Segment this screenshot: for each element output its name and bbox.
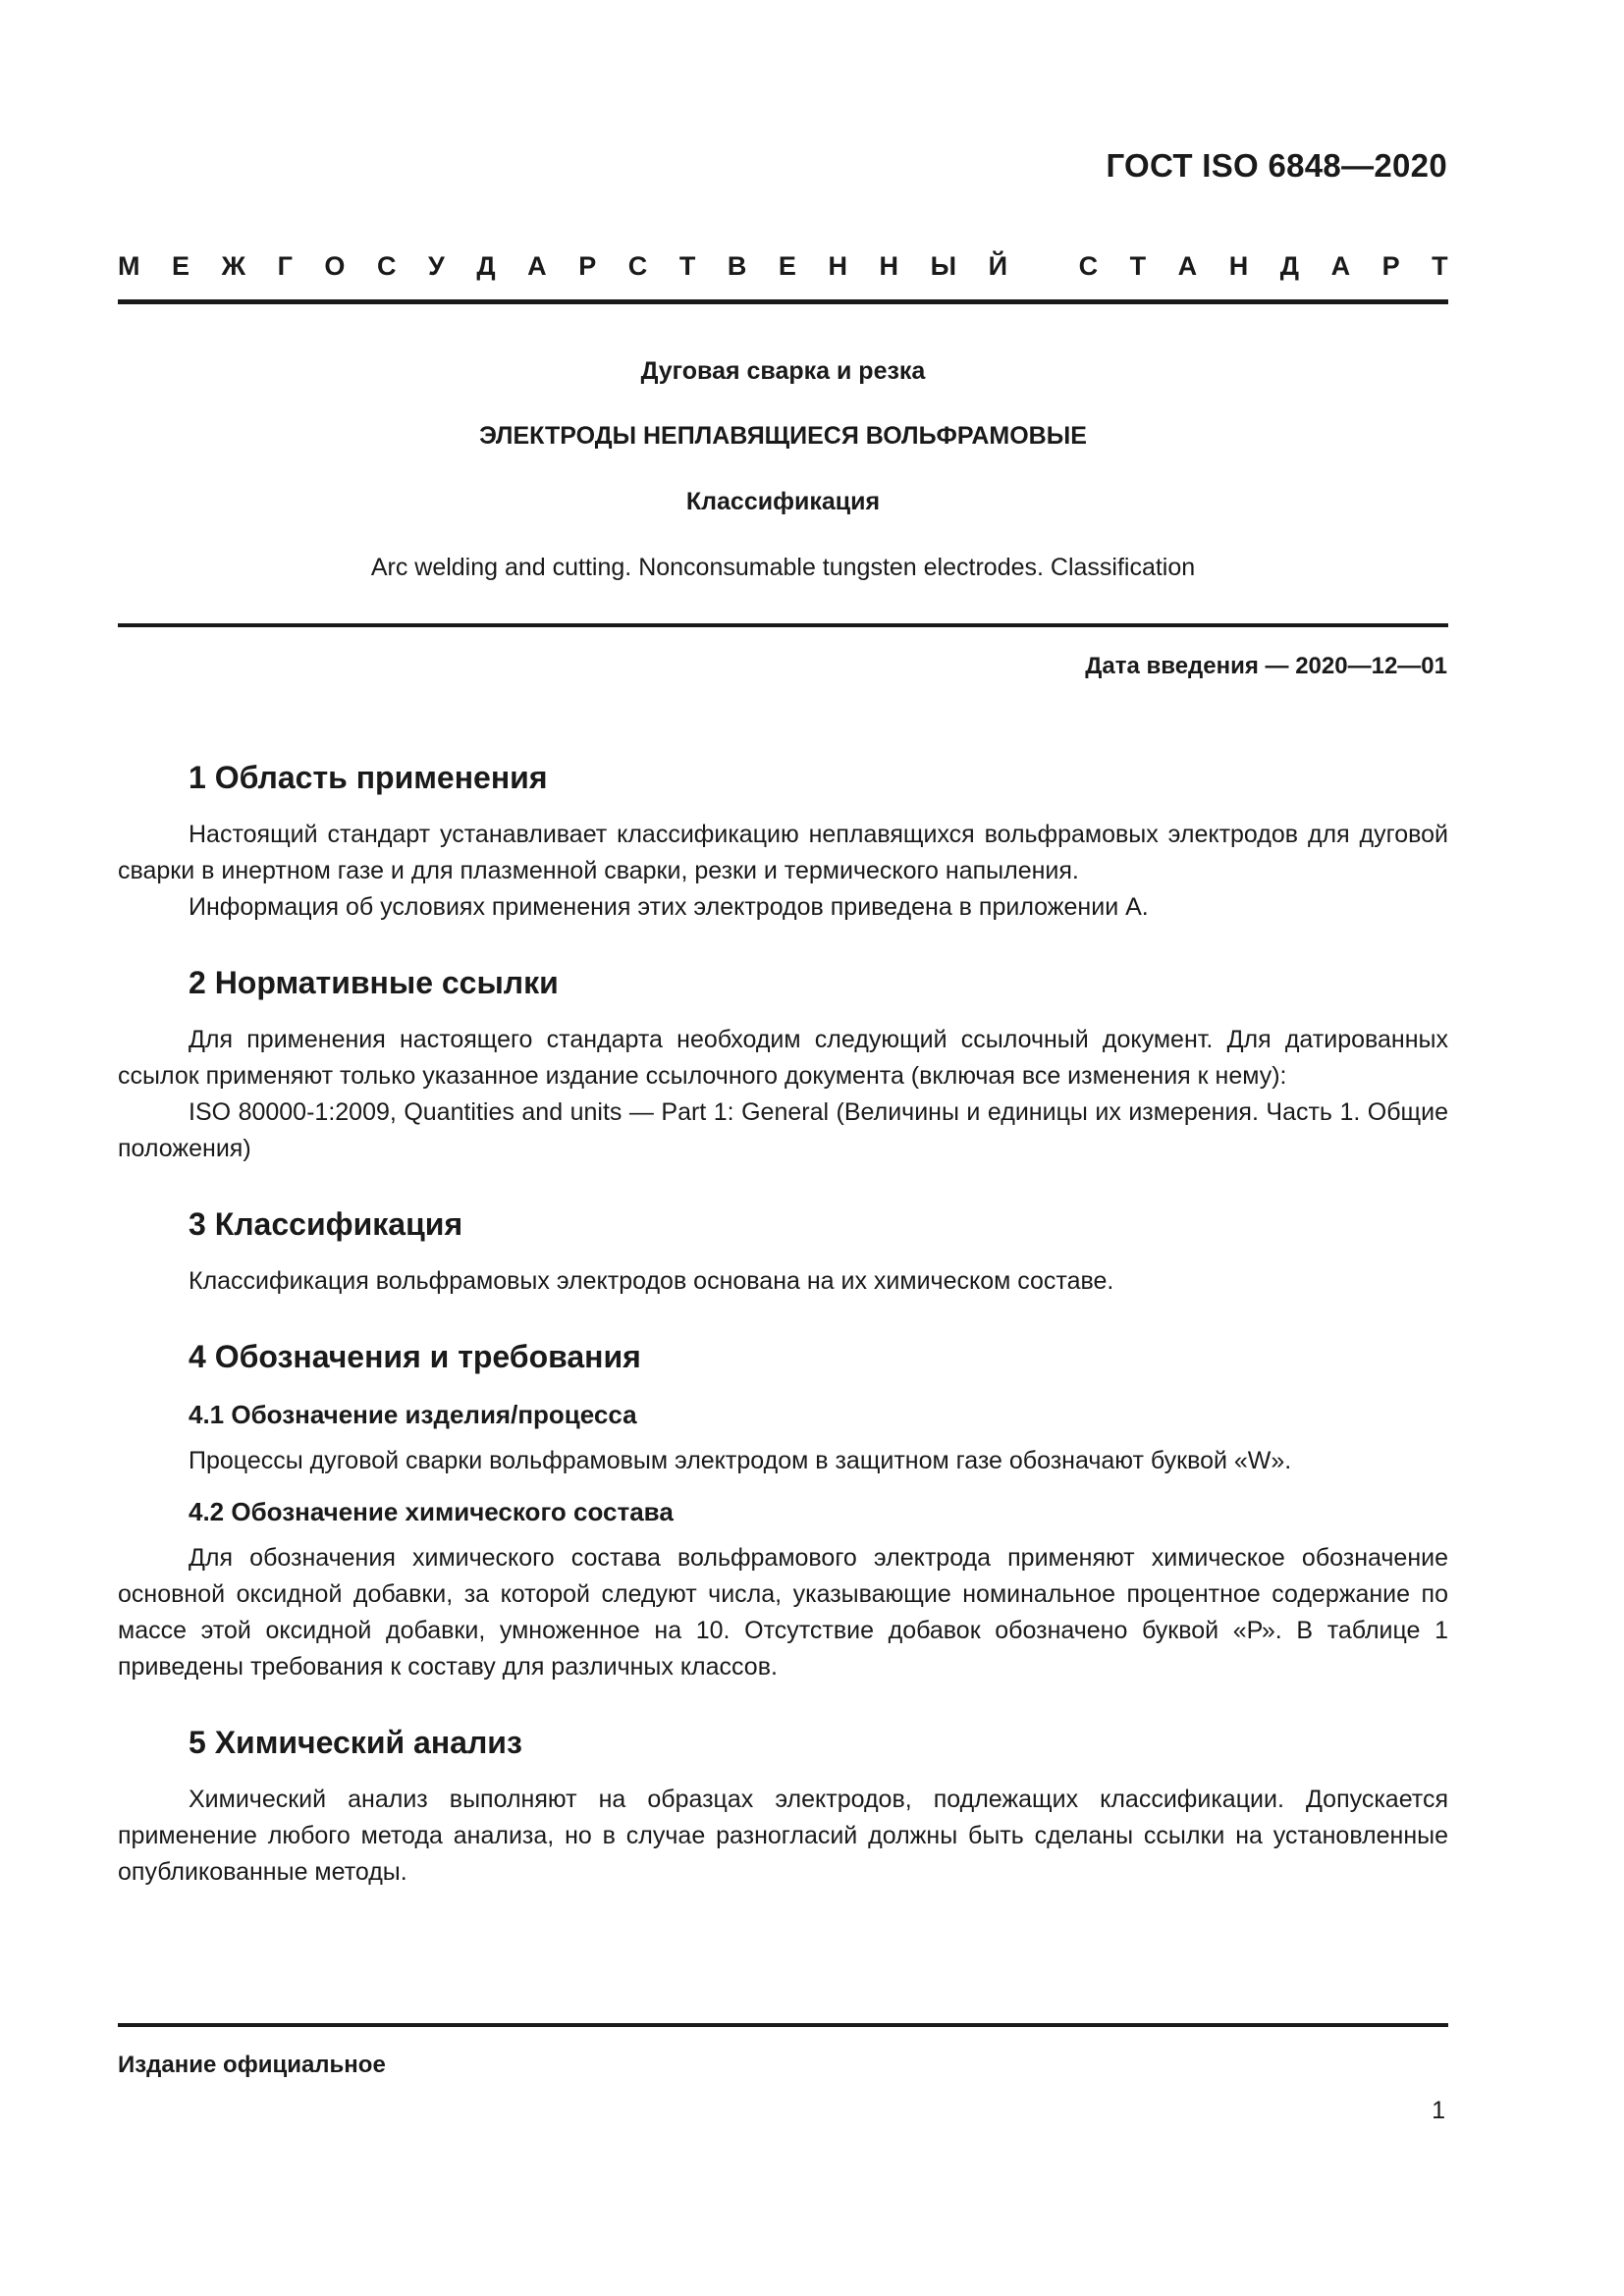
document-body — [118, 756, 1448, 1891]
section-2-title: 2 Нормативные ссылки — [189, 965, 559, 1000]
subject-title: Классификация — [685, 488, 881, 515]
banner-letter: Р — [1381, 251, 1400, 281]
banner-letter: Ы — [930, 251, 957, 281]
page-number: 1 — [1432, 2097, 1445, 2124]
banner-space — [1040, 249, 1048, 283]
section-3-paragraph-1: Классификация вольфрамовых электродов основана на их химическом составе. — [189, 1267, 1114, 1295]
banner-letter: А — [1177, 251, 1198, 281]
banner-letter: Т — [678, 251, 696, 281]
banner-letter: Н — [1228, 251, 1249, 281]
banner-letter: Е — [172, 251, 190, 281]
banner-letter: У — [428, 251, 445, 281]
product-title: ЭЛЕКТРОДЫ НЕПЛАВЯЩИЕСЯ ВОЛЬФРАМОВЫЕ — [479, 422, 1087, 450]
banner-letter: В — [727, 251, 747, 281]
top-divider — [118, 299, 1448, 304]
section-1-paragraph-1: Настоящий стандарт устанавливает классификацию неплавящихся вольфрамовых электродов для дуговой сварки в инертном газе и для плазменной сварки, резки и термического напыления. — [118, 821, 1448, 884]
banner-letter: С — [1078, 251, 1099, 281]
banner-letter: М — [118, 251, 140, 281]
banner-letter: Н — [879, 251, 899, 281]
document-number: ГОСТ ISO 6848—2020 — [1106, 147, 1447, 184]
banner-letter: Н — [828, 251, 847, 281]
section-4-1-paragraph: Процессы дуговой сварки вольфрамовым электродом в защитном газе обозначают буквой «W». — [189, 1447, 1292, 1474]
section-4-title: 4 Обозначения и требования — [189, 1339, 641, 1374]
section-4-1-title: 4.1 Обозначение изделия/процесса — [189, 1400, 637, 1429]
footer-divider — [118, 2023, 1448, 2027]
subject-area-title: Дуговая сварка и резка — [640, 357, 926, 385]
section-2-paragraph-1: Для применения настоящего стандарта необходим следующий ссылочный документ. Для датированных ссылок применяют только указанное издание ссылочного документа (включая все изменения к нему): — [118, 1026, 1448, 1090]
banner-letter: Р — [578, 251, 597, 281]
banner-letter: Ж — [221, 251, 246, 281]
introduction-date: Дата введения — 2020—12—01 — [1085, 653, 1447, 679]
section-5-paragraph-1: Химический анализ выполняют на образцах электродов, подлежащих классификации. Допускается применение любого метода анализа, но в случае разногласий должны быть сделаны ссылки на установленные опубликованные методы. — [118, 1786, 1448, 1886]
banner-letter: Т — [1129, 251, 1147, 281]
banner-letter: Д — [1279, 251, 1300, 281]
section-4-2-paragraph: Для обозначения химического состава вольфрамового электрода применяют химическое обозначение основной оксидной добавки, за которой следуют числа, указывающие номинальное процентное содержание по массе этой оксидной добавки, умноженное на 10. Отсутствие добавок обозначено буквой «Р». В таблице 1 приведены требования к составу для различных классов. — [118, 1544, 1448, 1681]
banner-letter: Е — [778, 251, 796, 281]
banner-letter: А — [527, 251, 547, 281]
banner-letter: О — [324, 251, 346, 281]
section-1-title: 1 Область применения — [189, 760, 548, 795]
section-5-title: 5 Химический анализ — [189, 1725, 522, 1760]
title-divider — [118, 623, 1448, 627]
banner-letter: С — [376, 251, 397, 281]
banner-letter: А — [1330, 251, 1351, 281]
section-1-paragraph-2: Информация об условиях применения этих электродов приведена в приложении А. — [189, 893, 1149, 921]
standard-type-banner — [118, 249, 1448, 283]
section-2-paragraph-2: ISO 80000-1:2009, Quantities and units — Part 1: General (Величины и единицы их измерения. Часть 1. Общие положения) — [118, 1098, 1448, 1162]
official-edition-label: Издание официальное — [118, 2052, 386, 2078]
section-3-title: 3 Классификация — [189, 1206, 463, 1242]
banner-letter: Г — [277, 251, 293, 281]
banner-letter: Й — [988, 251, 1007, 281]
english-title: Arc welding and cutting. Nonconsumable tungsten electrodes. Classification — [370, 554, 1196, 581]
banner-letter: Т — [1432, 251, 1448, 281]
banner-letter: Д — [476, 251, 496, 281]
banner-letter: С — [627, 251, 648, 281]
section-4-2-title: 4.2 Обозначение химического состава — [189, 1497, 674, 1526]
